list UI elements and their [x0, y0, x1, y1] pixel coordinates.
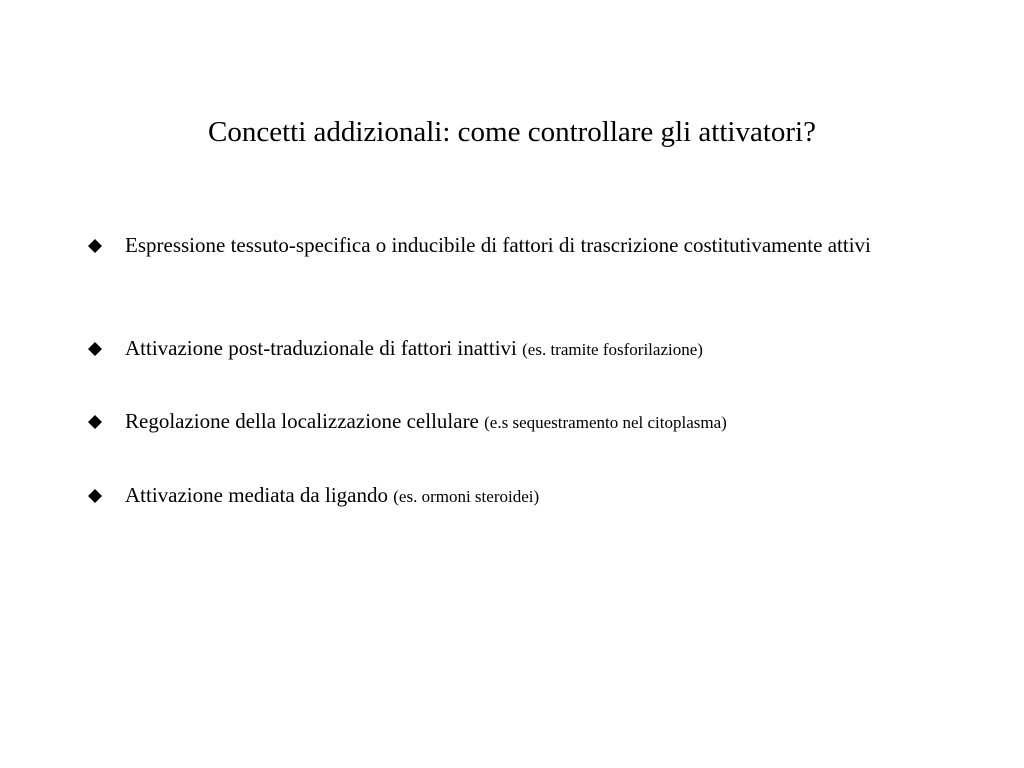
- bullet-note-text: (es. tramite fosforilazione): [522, 340, 703, 359]
- bullet-main-text: Regolazione della localizzazione cellulare: [125, 409, 485, 433]
- bullet-main-text: Espressione tessuto-specifica o inducibile di fattori di trascrizione costitutivamente attivi: [125, 233, 871, 257]
- bullet-note-text: (es. ormoni steroidei): [393, 487, 540, 506]
- bullet-item: [88, 405, 998, 439]
- diamond-bullet-icon: [88, 239, 102, 253]
- bullet-text: [125, 229, 998, 262]
- bullet-main-text: Attivazione post-traduzionale di fattori inattivi: [125, 336, 523, 360]
- bullet-item: [88, 332, 998, 366]
- bullet-text: [125, 332, 998, 366]
- diamond-bullet-icon: [88, 342, 102, 356]
- bullet-item: [88, 479, 998, 513]
- slide-title: Concetti addizionali: come controllare gli attivatori?: [208, 116, 816, 148]
- bullet-note-text: (e.s sequestramento nel citoplasma): [484, 413, 727, 432]
- diamond-bullet-icon: [88, 489, 102, 503]
- bullet-item: [88, 229, 998, 262]
- bullet-text: [125, 405, 998, 439]
- bullet-text: [125, 479, 998, 513]
- bullet-main-text: Attivazione mediata da ligando: [125, 483, 394, 507]
- diamond-bullet-icon: [88, 415, 102, 429]
